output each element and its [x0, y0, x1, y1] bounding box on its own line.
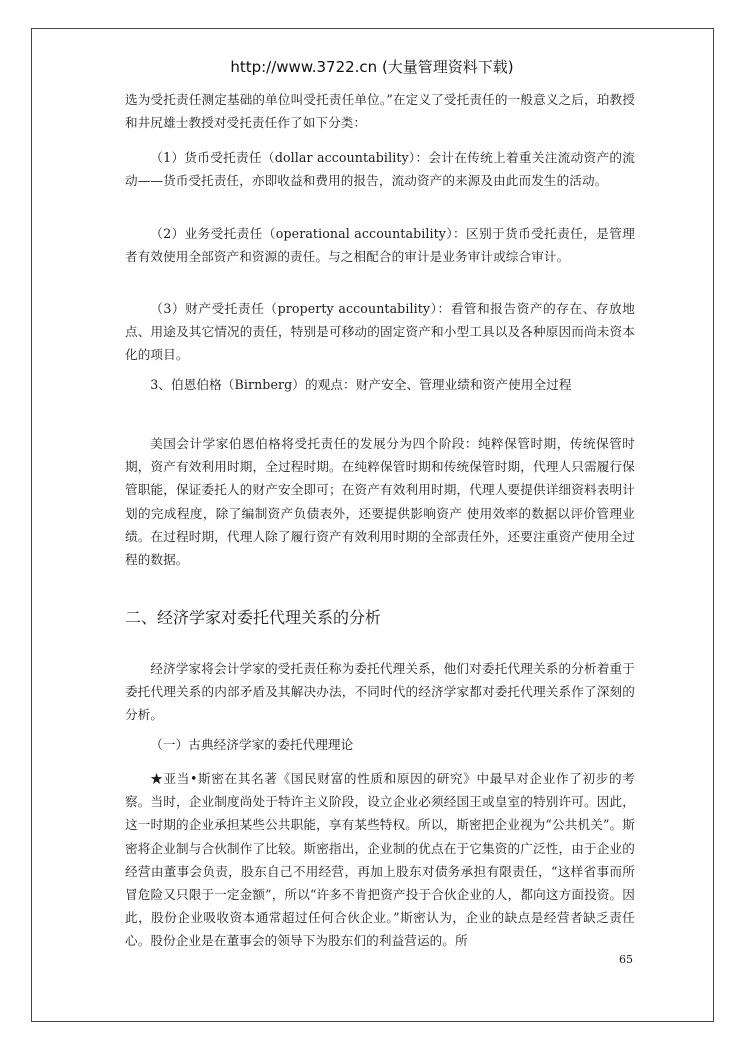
- paragraph-property-accountability: （3）财产受托责任（property accountability）：看管和报告资产的存在、存放地点、用途及其它情况的责任，特别是可移动的固定资产和小型工具以及各种原因而尚未资本化的项目。: [125, 301, 635, 363]
- page-number: 65: [619, 953, 633, 966]
- paragraph-economists: 经济学家将会计学家的受托责任称为委托代理关系，他们对委托代理关系的分析着重于委托代理关系的内部矛盾及其解决办法，不同时代的经济学家都对委托代理关系作了深刻的分析。: [125, 661, 635, 723]
- section-title: 二、经济学家对委托代理关系的分析: [125, 608, 382, 627]
- page-header-url: http://www.3722.cn (大量管理资料下载): [230, 58, 514, 76]
- paragraph-birnberg-heading: 3、伯恩伯格（Birnberg）的观点：财产安全、管理业绩和资产使用全过程: [150, 377, 572, 392]
- paragraph-birnberg-stages: 美国会计学家伯恩伯格将受托责任的发展分为四个阶段：纯粹保管时期，传统保管时期，资产有效利用时期，全过程时期。在纯粹保管时期和传统保管时期，代理人只需履行保管职能，保证委托人的财产安全即可；在资产有效利用时期，代理人要提供详细资料表明计划的完成程度，除了编制资产负债表外，还要提供影响资产 使用效率的数据以评价管理业绩。在过程时期，代理人除了履行资产有效利用时期的全部责任外，还要注重资产使用全过程的数据。: [125, 436, 635, 568]
- paragraph-intro: 选为受托责任测定基础的单位叫受托责任单位。”在定义了受托责任的一般意义之后，珀教授和井尻雄士教授对受托责任作了如下分类：: [125, 92, 635, 131]
- subsection-title: （一）古典经济学家的委托代理理论: [150, 737, 354, 752]
- paragraph-adam-smith: ★亚当•斯密在其名著《国民财富的性质和原因的研究》中最早对企业作了初步的考察。当时，企业制度尚处于特许主义阶段，设立企业必须经国王或皇室的特别许可。因此，这一时期的企业承担某些公共职能，享有某些特权。所以，斯密把企业视为“公共机关”。斯密将企业制与合伙制作了比较。斯密指出，企业制的优点在于它集资的广泛性，由于企业的经营由董事会负责，股东自己不用经营，再加上股东对债务承担有限责任，“这样省事而所冒危险又只限于一定金额”，所以“许多不肯把资产投于合伙企业的人，都向这方面投资。因此，股份企业吸收资本通常超过任何合伙企业。”斯密认为，企业的缺点是经营者缺乏责任心。股份企业是在董事会的领导下为股东们的利益营运的。所: [125, 771, 635, 949]
- paragraph-dollar-accountability: （1）货币受托责任（dollar accountability）：会计在传统上着重关注流动资产的流动——货币受托责任，亦即收益和费用的报告，流动资产的来源及由此而发生的活动。: [125, 150, 635, 189]
- paragraph-operational-accountability: （2）业务受托责任（operational accountability）：区别于货币受托责任，是管理者有效使用全部资产和资源的责任。与之相配合的审计是业务审计或综合审计。: [125, 226, 635, 265]
